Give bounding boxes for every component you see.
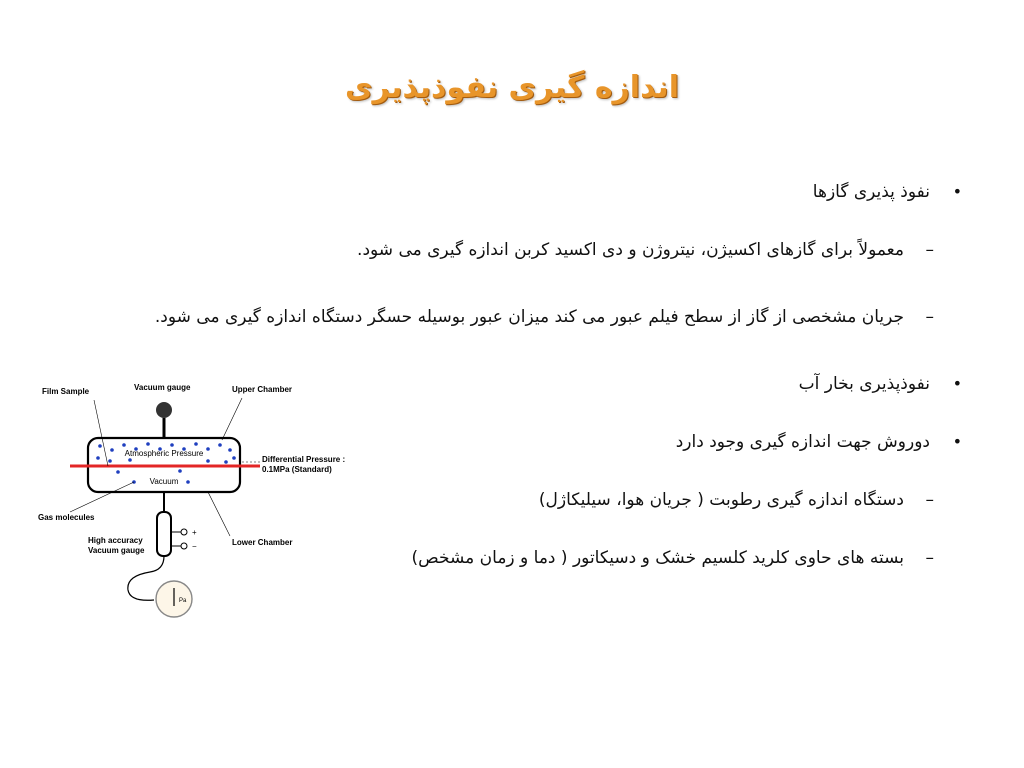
- bullet-marker: •: [952, 182, 962, 201]
- bullet-text: دستگاه اندازه گیری رطوبت ( جریان هوا، سیلیکاژل): [538, 490, 904, 510]
- bullet-marker: •: [952, 374, 962, 393]
- differential-pressure-label: Differential Pressure :: [262, 455, 346, 464]
- bullet-text: جریان مشخصی از گاز از سطح فیلم عبور می کند میزان عبور بوسیله حسگر دستگاه اندازه گیری می شود.: [154, 307, 904, 327]
- minus-terminal-icon: [181, 543, 187, 549]
- permeability-test-diagram: [30, 370, 370, 620]
- atmospheric-pressure-label: Atmospheric Pressure: [124, 449, 204, 458]
- dash-marker: –: [925, 240, 934, 260]
- dash-marker: –: [925, 548, 934, 568]
- high-accuracy-label-2: Vacuum gauge: [88, 546, 145, 555]
- lower-chamber-label: Lower Chamber: [232, 538, 293, 547]
- sub-bullet-gas-flow: [124, 288, 962, 346]
- bullet-text: بسته های حاوی کلرید کلسیم خشک و دسیکاتور ( دما و زمان مشخص): [411, 548, 904, 568]
- plus-terminal-icon: [181, 529, 187, 535]
- dash-marker: –: [925, 307, 934, 327]
- upper-chamber-label: Upper Chamber: [232, 385, 293, 394]
- bullet-text: نفوذپذیری بخار آب: [798, 374, 930, 394]
- vacuum-gauge-icon: [156, 402, 172, 418]
- film-sample-label: Film Sample: [42, 387, 90, 396]
- plus-label: +: [192, 528, 197, 537]
- vacuum-label: Vacuum: [149, 477, 179, 486]
- dash-marker: –: [925, 490, 934, 510]
- differential-pressure-value: 0.1MPa (Standard): [262, 465, 332, 474]
- gas-molecules-label: Gas molecules: [38, 513, 95, 522]
- vacuum-gauge-label: Vacuum gauge: [134, 383, 191, 392]
- minus-label: −: [192, 542, 197, 551]
- dial-unit-label: Pa: [179, 598, 187, 604]
- bullet-text: نفوذ پذیری گازها: [812, 182, 930, 202]
- bullet-marker: •: [952, 432, 962, 451]
- bullet-text: دوروش جهت اندازه گیری وجود دارد: [675, 432, 930, 452]
- high-accuracy-label: High accuracy: [88, 536, 143, 545]
- bullet-gas-permeability: [82, 172, 962, 212]
- leader-line: [208, 492, 230, 536]
- vacuum-sensor: [157, 512, 171, 556]
- slide-title: اندازه گیری نفوذپذیری: [345, 70, 679, 105]
- sub-bullet-gases: [82, 230, 962, 270]
- bullet-text: معمولاً برای گازهای اکسیژن، نیتروژن و دی اکسید کربن اندازه گیری می شود.: [357, 240, 904, 260]
- leader-line: [222, 398, 242, 440]
